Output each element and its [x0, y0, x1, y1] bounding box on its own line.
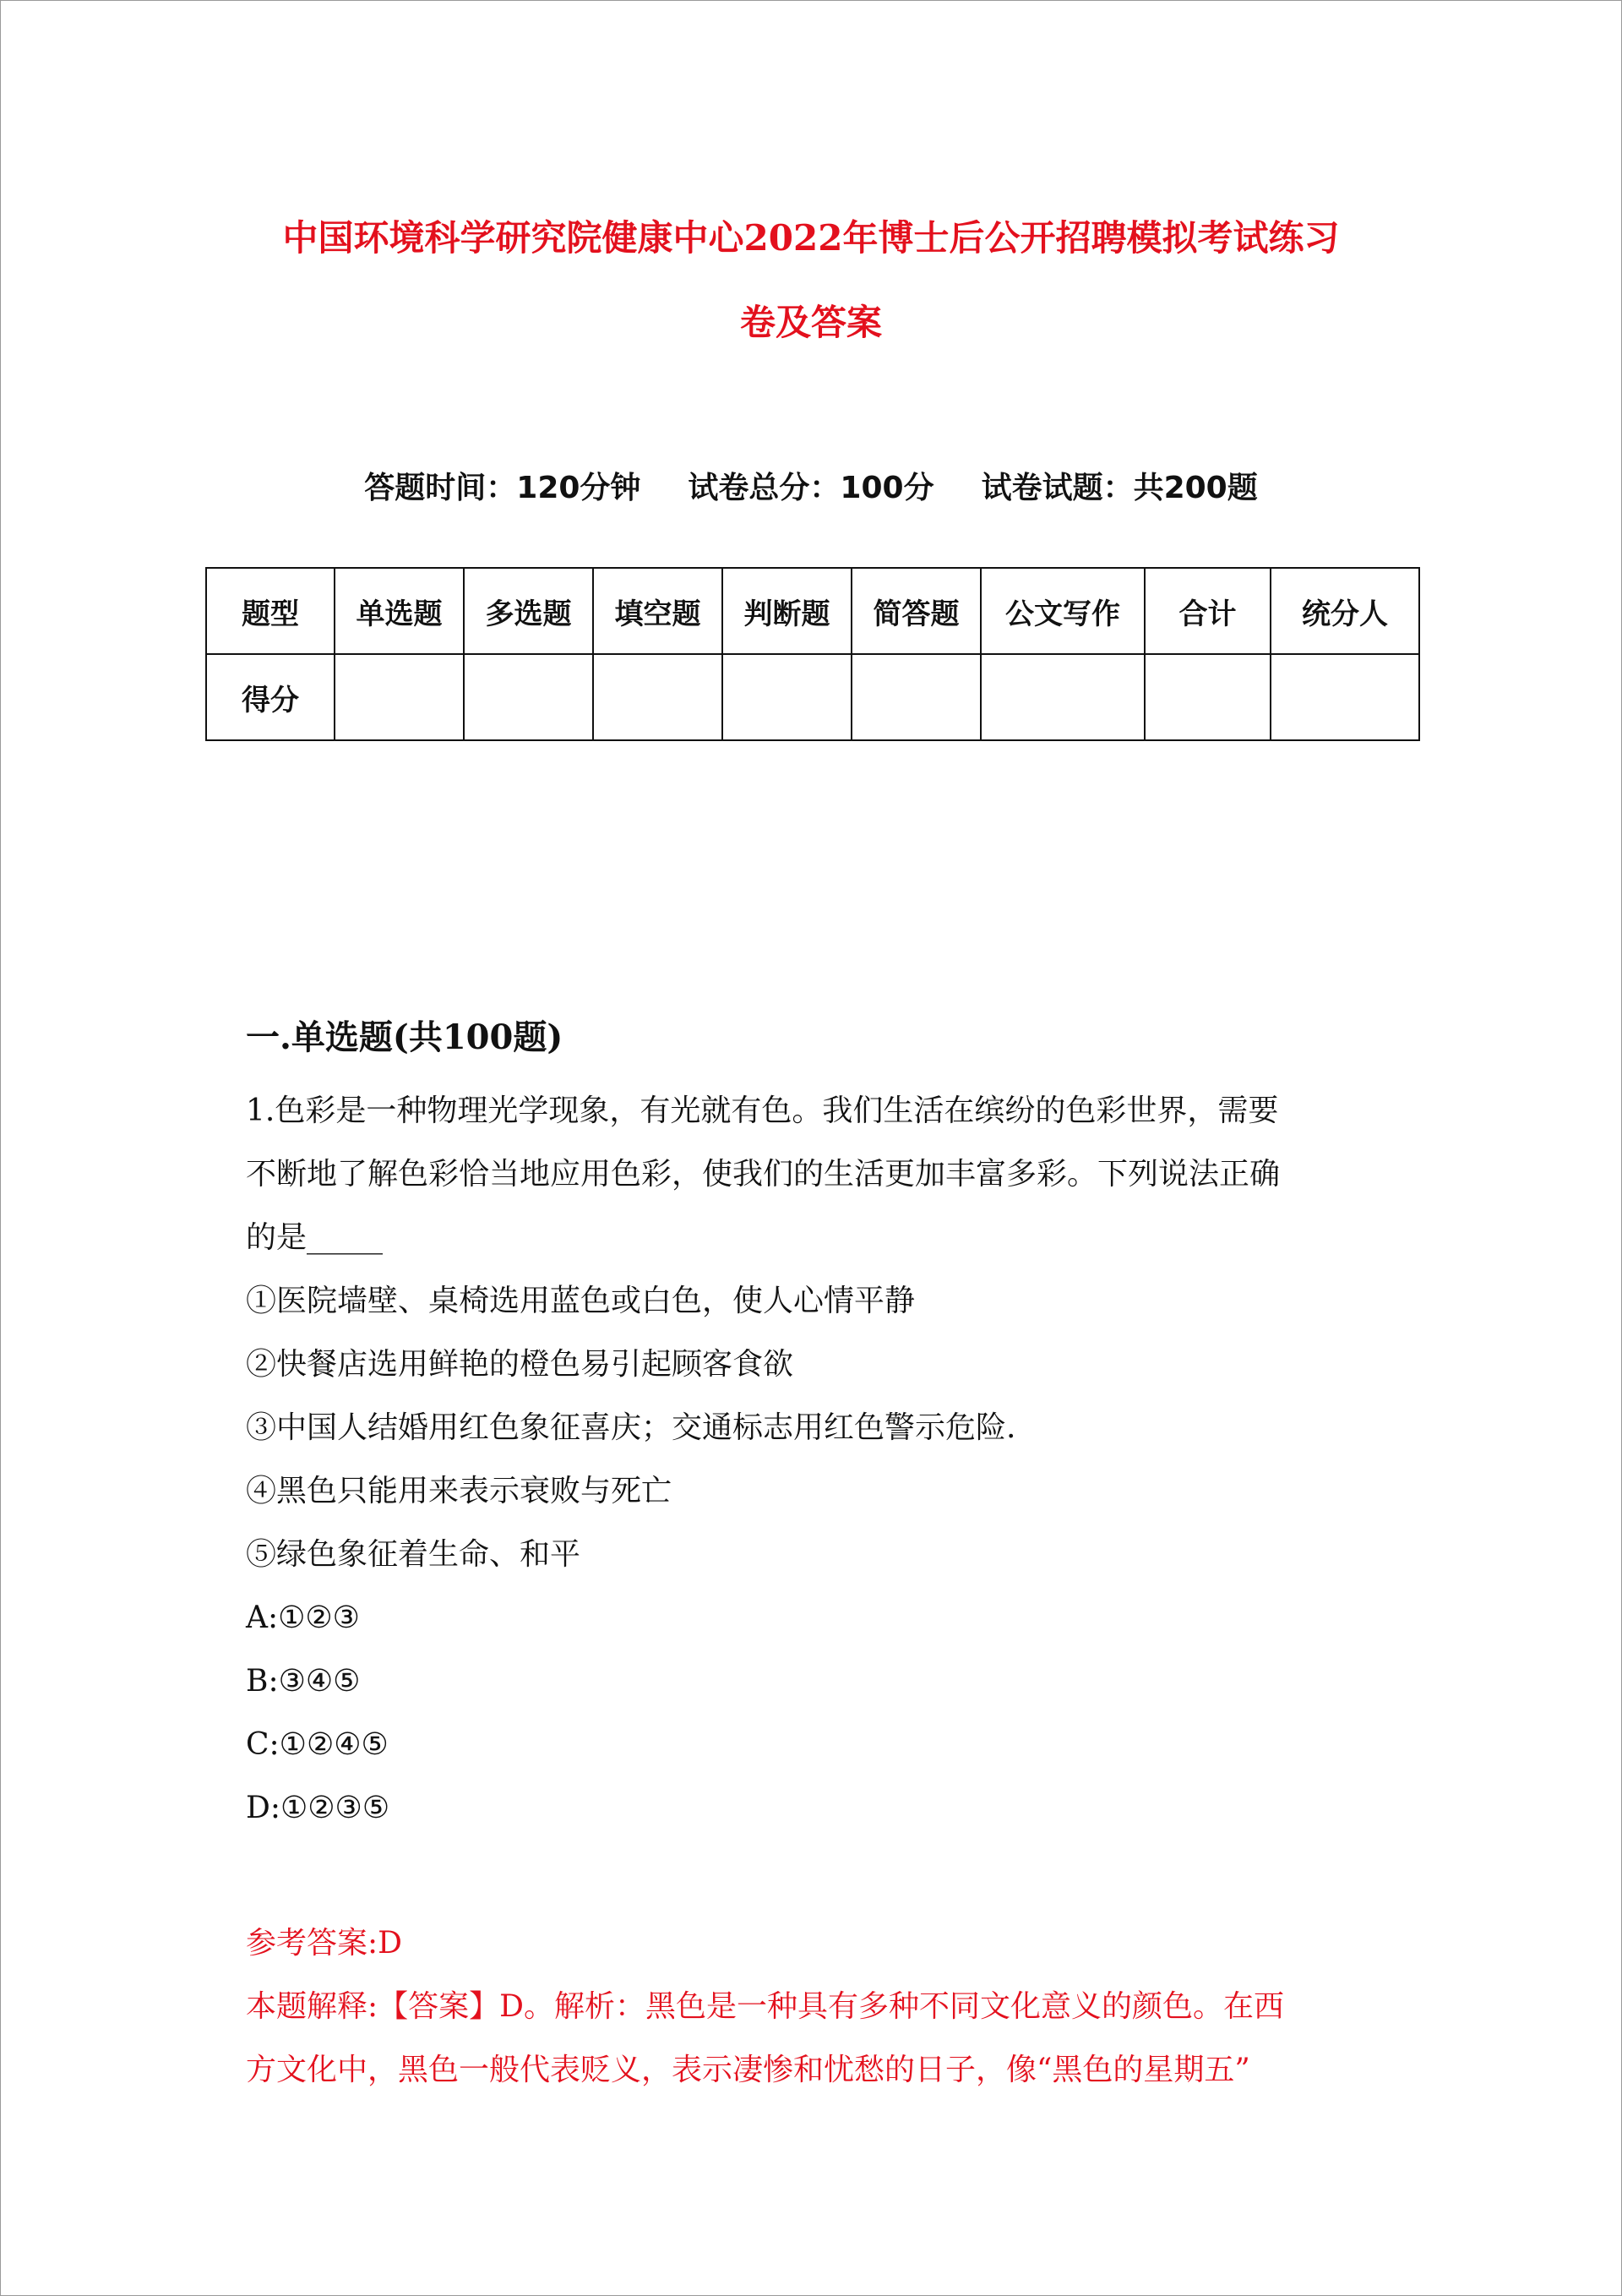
header-cell: 多选题 [464, 568, 593, 654]
header-cell: 单选题 [335, 568, 464, 654]
explanation-line: 本题解释:【答案】D。解析：黑色是一种具有多种不同文化意义的颜色。在西 [246, 1989, 1284, 2024]
section-heading: 一.单选题(共100题) [246, 1017, 563, 1057]
score-cell [335, 654, 464, 740]
score-cell [1145, 654, 1271, 740]
score-cell [981, 654, 1145, 740]
header-cell: 题型 [206, 568, 335, 654]
score-cell [722, 654, 852, 740]
option-a: A:①②③ [246, 1601, 360, 1635]
row-label-cell: 得分 [206, 654, 335, 740]
header-cell: 合计 [1145, 568, 1271, 654]
option-c: C:①②④⑤ [246, 1727, 389, 1762]
statement-item: ④黑色只能用来表示衰败与死亡 [246, 1474, 672, 1508]
header-cell: 填空题 [593, 568, 722, 654]
explanation-line: 方文化中，黑色一般代表贬义，表示凄惨和忧愁的日子，像“黑色的星期五” [246, 2053, 1250, 2087]
statement-item: ①医院墙壁、桌椅选用蓝色或白色，使人心情平静 [246, 1284, 916, 1318]
exam-question-count: 试卷试题：共200题 [981, 471, 1258, 505]
statement-item: ②快餐店选用鲜艳的橙色易引起顾客食欲 [246, 1347, 794, 1382]
statement-item: ③中国人结婚用红色象征喜庆；交通标志用红色警示危险. [246, 1410, 1016, 1445]
score-table-header-row [206, 568, 1419, 654]
score-cell [593, 654, 722, 740]
header-cell: 判断题 [722, 568, 852, 654]
exam-time: 答题时间：120分钟 [364, 471, 641, 505]
statement-item: ⑤绿色象征着生命、和平 [246, 1537, 581, 1572]
score-table-score-row [206, 654, 1419, 740]
score-cell [464, 654, 593, 740]
score-cell [1271, 654, 1419, 740]
document-title-line-1: 中国环境科学研究院健康中心2022年博士后公开招聘模拟考试练习 [282, 217, 1340, 259]
score-table [205, 567, 1420, 741]
header-cell: 公文写作 [981, 568, 1145, 654]
option-d: D:①②③⑤ [246, 1791, 390, 1825]
reference-answer: 参考答案:D [246, 1926, 402, 1961]
question-stem-line: 不断地了解色彩恰当地应用色彩，使我们的生活更加丰富多彩。下列说法正确 [246, 1157, 1281, 1192]
option-b: B:③④⑤ [246, 1664, 361, 1699]
exam-total-score: 试卷总分：100分 [688, 471, 934, 505]
header-cell: 统分人 [1271, 568, 1419, 654]
score-cell [852, 654, 981, 740]
question-stem-line: 1.色彩是一种物理光学现象，有光就有色。我们生活在缤纷的色彩世界，需要 [246, 1093, 1279, 1128]
header-cell: 简答题 [852, 568, 981, 654]
document-title-line-2: 卷及答案 [739, 302, 882, 343]
question-stem-line: 的是_____ [246, 1220, 384, 1255]
exam-meta [0, 466, 1622, 510]
